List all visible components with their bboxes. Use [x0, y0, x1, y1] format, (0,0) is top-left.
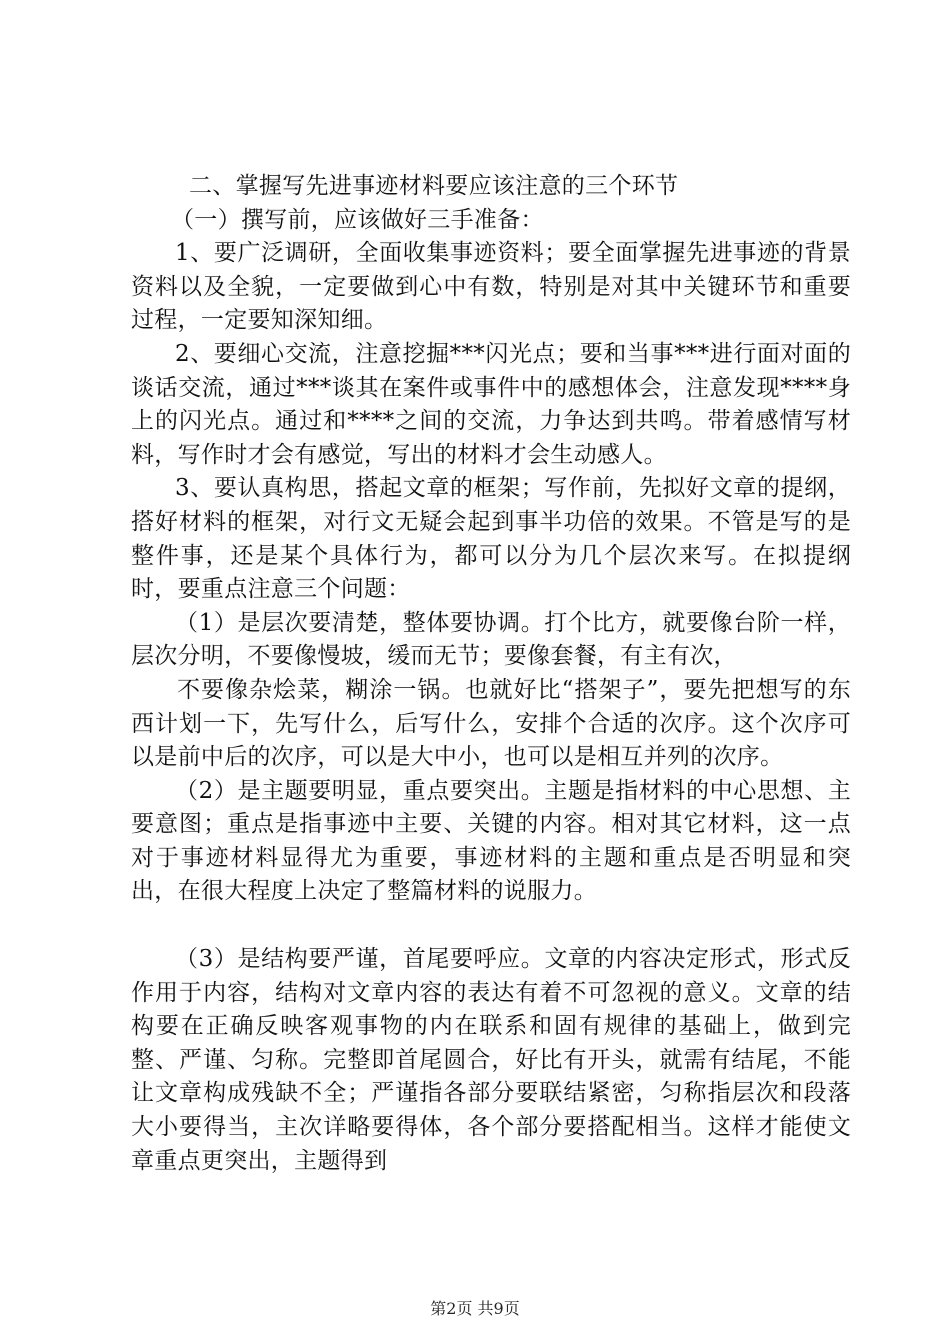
page-footer: 第2页 共9页 — [430, 1299, 520, 1318]
paragraph-2: 2、要细心交流，注意挖掘***闪光点；要和当事***进行面对面的谈话交流，通过***谈其在案件或事件中的感想体会，注意发现****身上的闪光点。通过和****之间的交流，力争达到共鸣。带着感情写材料，写作时才会有感觉，写出的材料才会生动感人。 — [131, 340, 851, 468]
paragraph-point-1b: 不要像杂烩菜，糊涂一锅。也就好比“搭架子”，要先把想写的东西计划一下，先写什么，后写什么，安排个合适的次序。这个次序可以是前中后的次序，可以是大中小，也可以是相互并列的次序。 — [131, 676, 851, 771]
paragraph-point-3: （3）是结构要严谨，首尾要呼应。文章的内容决定形式，形式反作用于内容，结构对文章内容的表达有着不可忽视的意义。文章的结构要在正确反映客观事物的内在联系和固有规律的基础上，做到完整、严谨、匀称。完整即首尾圆合，好比有开头，就需有结尾，不能让文章构成残缺不全；严谨指各部分要联结紧密，匀称指层次和段落大小要得当，主次详略要得体，各个部分要搭配相当。这样才能使文章重点更突出，主题得到 — [131, 946, 851, 1174]
document-body — [131, 170, 851, 1178]
paragraph-point-2: （2）是主题要明显，重点要突出。主题是指材料的中心思想、主要意图；重点是指事迹中主要、关键的内容。相对其它材料，这一点对于事迹材料显得尤为重要，事迹材料的主题和重点是否明显和突出，在很大程度上决定了整篇材料的说服力。 — [131, 777, 851, 905]
paragraph-3: 3、要认真构思，搭起文章的框架；写作前，先拟好文章的提纲，搭好材料的框架，对行文无疑会起到事半功倍的效果。不管是写的是整件事，还是某个具体行为，都可以分为几个层次来写。在拟提纲时，要重点注意三个问题： — [131, 475, 851, 603]
paragraph-point-1a: （1）是层次要清楚，整体要协调。打个比方，就要像台阶一样，层次分明，不要像慢坡，缓而无节；要像套餐，有主有次， — [131, 609, 851, 670]
subsection-heading: （一）撰写前，应该做好三手准备： — [171, 206, 544, 233]
paragraph-1: 1、要广泛调研，全面收集事迹资料；要全面掌握先进事迹的背景资料以及全貌，一定要做到心中有数，特别是对其中关键环节和重要过程，一定要知深知细。 — [131, 240, 851, 334]
section-heading: 二、掌握写先进事迹材料要应该注意的三个环节 — [189, 173, 679, 199]
